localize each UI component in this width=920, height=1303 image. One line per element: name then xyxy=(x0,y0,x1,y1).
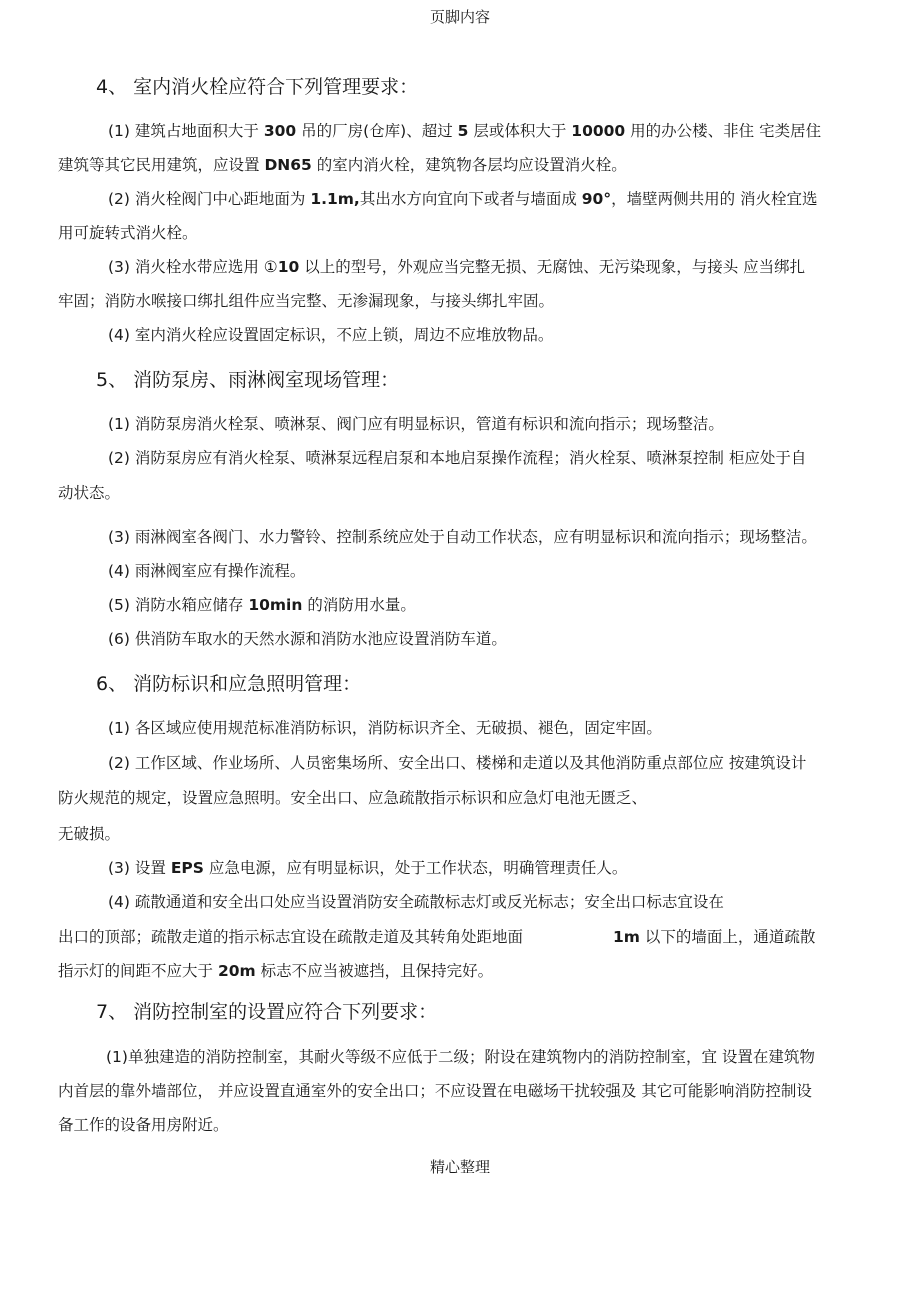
s5-p6: (6) 供消防车取水的天然水源和消防水池应设置消防车道。 xyxy=(108,630,507,648)
page-header: 页脚内容 xyxy=(429,8,490,26)
s4-p2-line1: (2) 消火栓阀门中心距地面为 1.1m,其出水方向宜向下或者与墙面成 90°，墙壁两侧共用的 消火栓宜选 xyxy=(108,190,818,208)
s7-p1-line2: 内首层的靠外墙部位， 并应设置直通室外的安全出口；不应设置在电磁场干扰较强及 其它可能影响消防控制设 xyxy=(58,1082,812,1100)
s6-p4-line1: (4) 疏散通道和安全出口处应当设置消防安全疏散标志灯或反光标志；安全出口标志宜设在 xyxy=(108,893,724,911)
s6-p4-line2: 出口的顶部；疏散走道的指示标志宜设在疏散走道及其转角处距地面 xyxy=(58,928,524,946)
s6-p2-line2: 防火规范的规定，设置应急照明。安全出口、应急疏散指示标识和应急灯电池无匮乏、 xyxy=(58,789,648,807)
s6-p4-line3: 指示灯的间距不应大于 20m 标志不应当被遮挡，且保持完好。 xyxy=(58,962,494,980)
s6-p2-line1: (2) 工作区域、作业场所、人员密集场所、安全出口、楼梯和走道以及其他消防重点部位应 按建筑设计 xyxy=(108,754,807,772)
s4-p4: (4) 室内消火栓应设置固定标识，不应上锁，周边不应堆放物品。 xyxy=(108,326,554,344)
section-4-heading: 4、 室内消火栓应符合下列管理要求： xyxy=(96,76,419,98)
s4-p1-line1: (1) 建筑占地面积大于 300 吊的厂房(仓库)、超过 5 层或体积大于 10000 用的办公楼、非住 宅类居住 xyxy=(108,122,822,140)
section-5-heading: 5、 消防泵房、雨淋阀室现场管理： xyxy=(96,369,400,391)
s4-p3-line1: (3) 消火栓水带应选用 ①10 以上的型号，外观应当完整无损、无腐蚀、无污染现象，与接头 应当绑扎 xyxy=(108,258,806,276)
s5-p2-line1: (2) 消防泵房应有消火栓泵、喷淋泵远程启泵和本地启泵操作流程；消火栓泵、喷淋泵控制 柜应处于自 xyxy=(108,449,807,467)
s4-p3-line2: 牢固；消防水喉接口绑扎组件应当完整、无渗漏现象，与接头绑扎牢固。 xyxy=(58,292,555,310)
s4-p2-line2: 用可旋转式消火栓。 xyxy=(58,224,198,242)
section-7-heading: 7、 消防控制室的设置应符合下列要求： xyxy=(96,1001,438,1023)
s5-p1: (1) 消防泵房消火栓泵、喷淋泵、阀门应有明显标识，管道有标识和流向指示；现场整洁。 xyxy=(108,415,724,433)
s4-p1-line2: 建筑等其它民用建筑，应设置 DN65 的室内消火栓，建筑物各层均应设置消火栓。 xyxy=(58,156,627,174)
section-6-heading: 6、 消防标识和应急照明管理： xyxy=(96,673,362,695)
s5-p4: (4) 雨淋阀室应有操作流程。 xyxy=(108,562,306,580)
s6-p2-line3: 无破损。 xyxy=(58,825,121,843)
page-footer: 精心整理 xyxy=(429,1158,490,1176)
s6-p1: (1) 各区域应使用规范标准消防标识，消防标识齐全、无破损、褪色，固定牢固。 xyxy=(108,719,662,737)
s5-p5: (5) 消防水箱应储存 10min 的消防用水量。 xyxy=(108,596,416,614)
s6-p4-line2-tail: 1m 以下的墙面上，通道疏散 xyxy=(613,928,816,946)
s7-p1-line3: 备工作的设备用房附近。 xyxy=(58,1116,229,1134)
s7-p1-line1: (1)单独建造的消防控制室，其耐火等级不应低于二级；附设在建筑物内的消防控制室，宜 设置在建筑物 xyxy=(106,1048,815,1066)
s5-p3: (3) 雨淋阀室各阀门、水力警铃、控制系统应处于自动工作状态，应有明显标识和流向指示；现场整洁。 xyxy=(108,528,817,546)
s5-p2-line2: 动状态。 xyxy=(58,484,121,502)
s6-p3: (3) 设置 EPS 应急电源，应有明显标识，处于工作状态，明确管理责任人。 xyxy=(108,859,628,877)
